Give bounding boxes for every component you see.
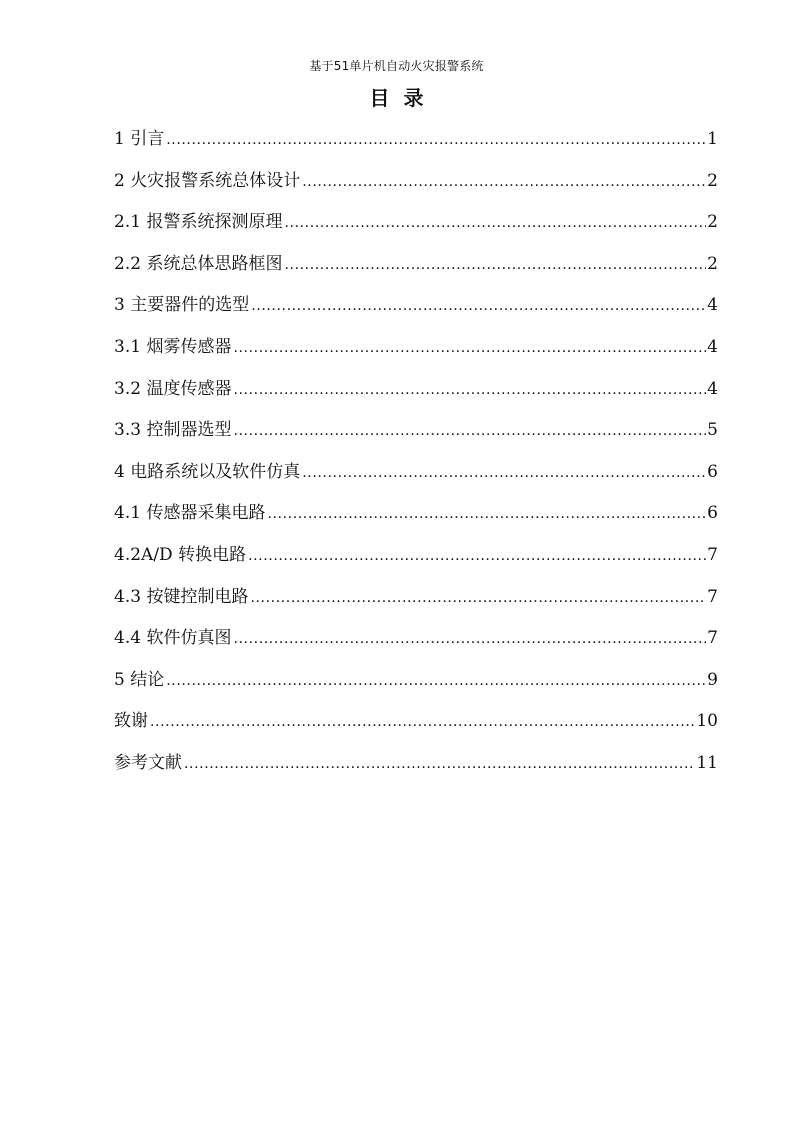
toc-entry-2-1[interactable] (114, 207, 718, 249)
toc-entry-4[interactable] (114, 457, 718, 499)
dot-leader (267, 498, 706, 529)
toc-entry-4-4[interactable] (114, 623, 718, 665)
toc-entry-3[interactable] (114, 290, 718, 332)
toc-entry-4-1[interactable] (114, 498, 718, 540)
table-of-contents (114, 124, 718, 790)
toc-page-number: 4 (707, 295, 718, 316)
dot-leader (184, 748, 695, 779)
toc-entry-4-3[interactable] (114, 582, 718, 624)
toc-page-number: 2 (707, 212, 718, 233)
dot-leader (284, 207, 706, 238)
dot-leader (251, 290, 706, 321)
toc-page-number: 10 (696, 711, 718, 732)
dot-leader (166, 665, 706, 696)
dot-leader (150, 706, 695, 737)
toc-page-number: 11 (696, 752, 718, 773)
toc-entry-text: 4.4 软件仿真图 (114, 628, 232, 649)
toc-entry-text: 2 火灾报警系统总体设计 (114, 170, 301, 191)
dot-leader (233, 332, 706, 363)
toc-entry-text: 参考文献 (114, 752, 182, 773)
dot-leader (250, 582, 706, 613)
running-header: 基于51单片机自动火灾报警系统 (309, 59, 484, 73)
toc-entry-text: 4.3 按键控制电路 (114, 586, 249, 607)
toc-page-number: 7 (707, 628, 718, 649)
toc-entry-3-3[interactable] (114, 415, 718, 457)
toc-page-number: 9 (707, 669, 718, 690)
toc-page-number: 4 (707, 336, 718, 357)
toc-page-number: 6 (707, 503, 718, 524)
dot-leader (248, 540, 706, 571)
toc-page-number: 7 (707, 586, 718, 607)
toc-page-number: 5 (707, 420, 718, 441)
toc-page-number: 2 (707, 170, 718, 191)
toc-entry-3-1[interactable] (114, 332, 718, 374)
dot-leader (166, 124, 706, 155)
toc-entry-text: 致谢 (114, 711, 148, 732)
toc-entry-text: 2.1 报警系统探测原理 (114, 212, 283, 233)
toc-page-number: 7 (707, 544, 718, 565)
dot-leader (233, 623, 706, 654)
toc-entry-text: 2.2 系统总体思路框图 (114, 253, 283, 274)
toc-entry-2[interactable] (114, 166, 718, 208)
dot-leader (302, 166, 706, 197)
toc-entry-4-2[interactable] (114, 540, 718, 582)
toc-entry-text: 4 电路系统以及软件仿真 (114, 461, 301, 482)
toc-entry-text: 3 主要器件的选型 (114, 295, 250, 316)
toc-entry-text: 4.2A/D 转换电路 (114, 544, 247, 565)
dot-leader (302, 457, 706, 488)
toc-entry-5[interactable] (114, 665, 718, 707)
toc-entry-references[interactable] (114, 748, 718, 790)
toc-entry-1[interactable] (114, 124, 718, 166)
dot-leader (233, 415, 706, 446)
toc-page-number: 1 (707, 129, 718, 149)
toc-entry-acknowledgements[interactable] (114, 706, 718, 748)
toc-entry-text: 3.1 烟雾传感器 (114, 336, 232, 357)
toc-page-number: 2 (707, 253, 718, 274)
toc-entry-2-2[interactable] (114, 249, 718, 291)
dot-leader (284, 249, 706, 280)
toc-entry-3-2[interactable] (114, 374, 718, 416)
toc-entry-text: 3.3 控制器选型 (114, 420, 232, 441)
toc-page-number: 6 (707, 461, 718, 482)
dot-leader (233, 374, 706, 405)
toc-entry-text: 3.2 温度传感器 (114, 378, 232, 399)
toc-page-number: 4 (707, 378, 718, 399)
toc-title: 目 录 (369, 86, 424, 110)
toc-entry-text: 5 结论 (114, 669, 165, 690)
toc-entry-text: 4.1 传感器采集电路 (114, 503, 266, 524)
toc-entry-text: 1 引言 (114, 129, 165, 149)
